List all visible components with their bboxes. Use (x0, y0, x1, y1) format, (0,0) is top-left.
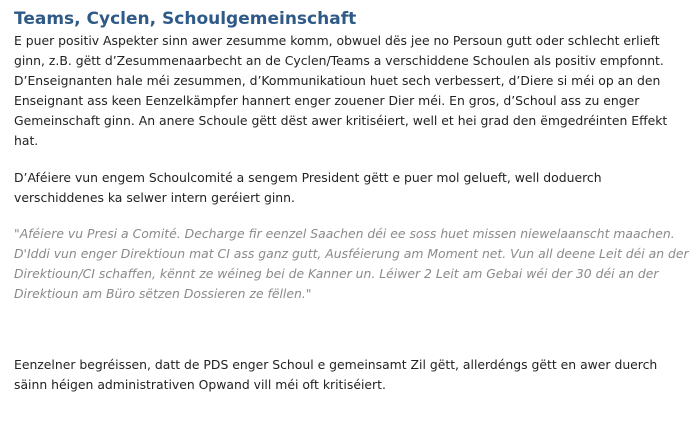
section-heading: Teams, Cyclen, Schoulgemeinschaft (14, 9, 357, 29)
paragraph-pds: Eenzelner begréissen, datt de PDS enger Schoul e gemeinsamt Zil gëtt, allerdéngs gëtt en awer duerch säinn héigen administrativen Opwand vill méi oft kritiséiert. (14, 357, 658, 392)
respondent-quote: "Aféiere vu Presi a Comité. Decharge fir eenzel Saachen déi ee soss huet missen niewelaanscht maachen. D'Iddi vun enger Direktioun mat CI ass ganz gutt, Ausféierung am Moment net. Vun all deene Leit déi an der Direktioun/CI schaffen, kënnt ze wéineg bei de Kanner un. Léiwer 2 Leit am Gebai wéi der 30 déi an der Direktioun am Büro sëtzen Dossieren ze fëllen." (14, 226, 689, 301)
paragraph-teams-cycles: E puer positiv Aspekter sinn awer zesumme komm, obwuel dës jee no Persoun gutt oder schlecht erlieft ginn, z.B. gëtt d’Zesummenaarbecht an de Cyclen/Teams a verschiddene Schoulen als positiv empfonnt. D’Enseignanten hale méi zesummen, d’Kommunikatioun huet sech verbessert, d’Diere si méi op an den Enseignant ass keen Eenzelkämpfer hannert enger zouener Dier méi. En gros, d’Schoul ass zu enger Gemeinschaft ginn. An anere Schoule gëtt dëst awer kritiséiert, well et hei grad den ëmgedréinten Effekt hat. (14, 33, 668, 148)
document-body (14, 8, 690, 395)
paragraph-school-committee: D’Aféiere vun engem Schoulcomité a sengem President gëtt e puer mol gelueft, well doduerch verschiddenes ka selwer intern geréiert ginn. (14, 170, 602, 205)
